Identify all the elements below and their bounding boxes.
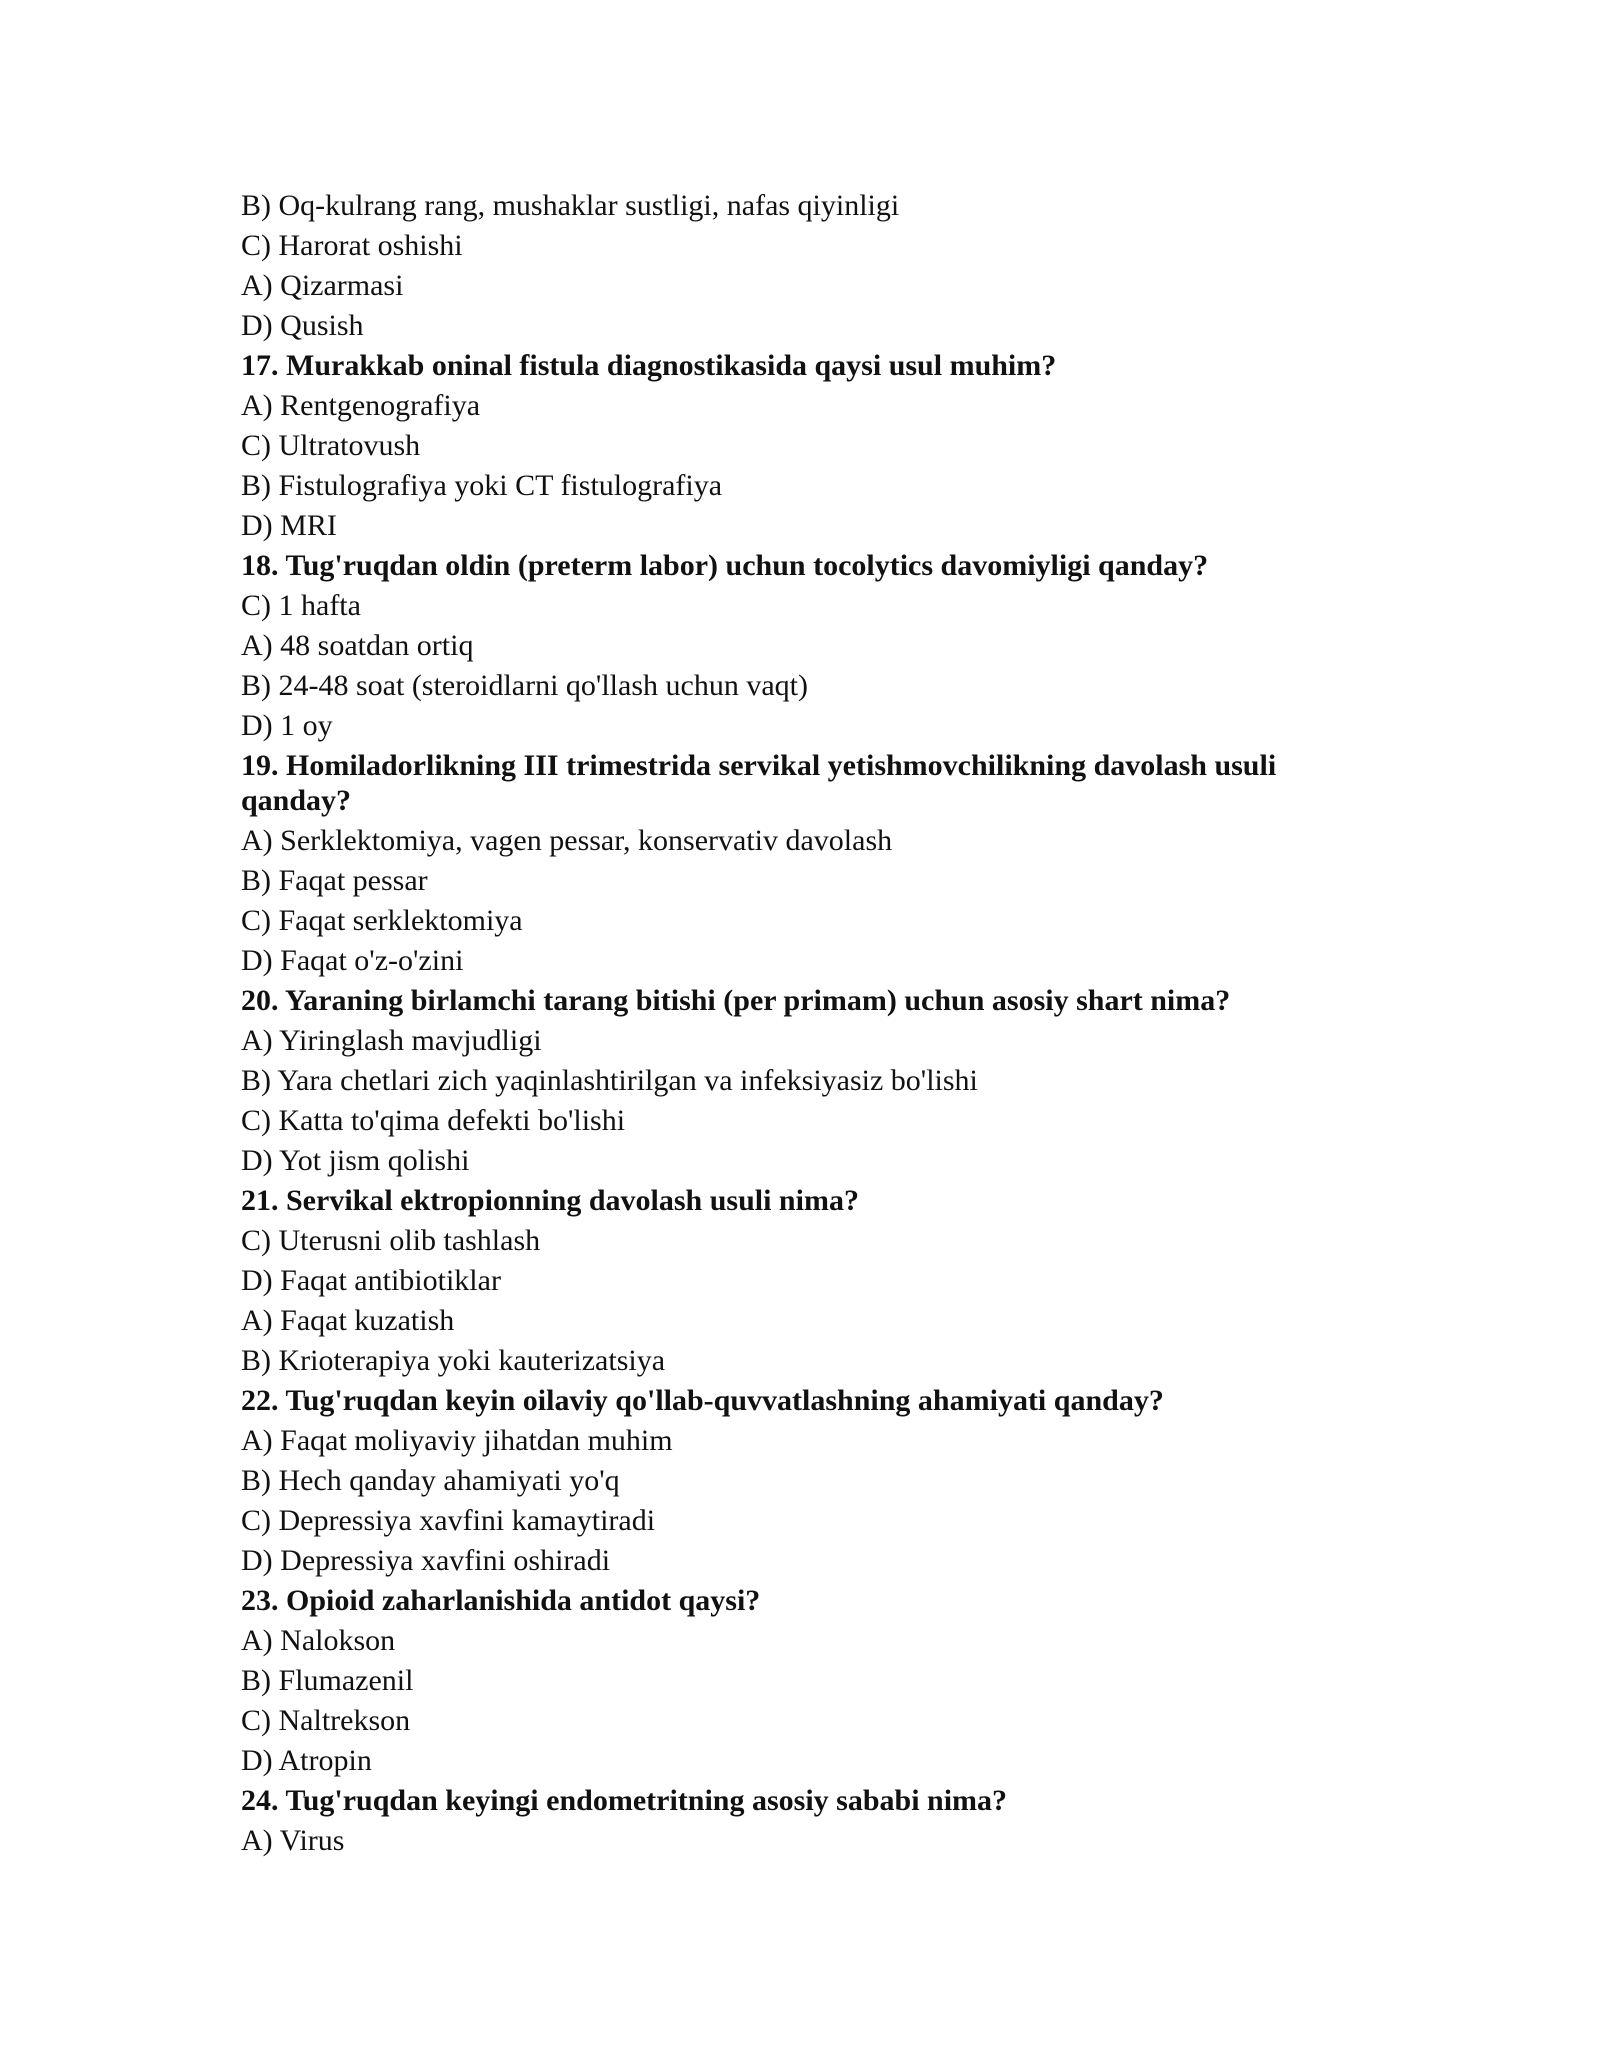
answer-option: D) Faqat antibiotiklar — [241, 1264, 501, 1297]
answer-option: D) Depressiya xavfini oshiradi — [241, 1544, 611, 1577]
question-text: 20. Yaraning birlamchi tarang bitishi (per primam) uchun asosiy shart nima? — [241, 984, 1231, 1017]
question-text: 22. Tug'ruqdan keyin oilaviy qo'llab-quvvatlashning ahamiyati qanday? — [241, 1384, 1164, 1417]
answer-option: C) Uterusni olib tashlash — [241, 1224, 541, 1257]
answer-option: B) Fistulografiya yoki CT fistulografiya — [241, 469, 723, 502]
answer-option: A) Virus — [241, 1824, 345, 1857]
question-text: 24. Tug'ruqdan keyingi endometritning asosiy sababi nima? — [241, 1784, 1008, 1817]
answer-option: B) Flumazenil — [241, 1664, 414, 1697]
question-text: 21. Servikal ektropionning davolash usuli nima? — [241, 1184, 859, 1217]
answer-option: A) 48 soatdan ortiq — [241, 629, 474, 662]
answer-option: B) Hech qanday ahamiyati yo'q — [241, 1464, 620, 1497]
answer-option: A) Yiringlash mavjudligi — [241, 1024, 542, 1057]
question-text: 18. Tug'ruqdan oldin (preterm labor) uchun tocolytics davomiyligi qanday? — [241, 549, 1209, 582]
answer-option: C) Depressiya xavfini kamaytiradi — [241, 1504, 656, 1537]
answer-option: A) Serklektomiya, vagen pessar, konservativ davolash — [241, 824, 893, 857]
answer-option: C) 1 hafta — [241, 589, 361, 622]
answer-option: D) Qusish — [241, 309, 364, 342]
question-text: 19. Homiladorlikning III trimestrida servikal yetishmovchilikning davolash usuli qanday? — [241, 749, 1277, 817]
answer-option: B) 24-48 soat (steroidlarni qo'llash uchun vaqt) — [241, 669, 808, 702]
answer-option: D) Yot jism qolishi — [241, 1144, 470, 1177]
answer-option: B) Yara chetlari zich yaqinlashtirilgan va infeksiyasiz bo'lishi — [241, 1064, 978, 1097]
answer-option: D) MRI — [241, 509, 337, 542]
answer-option: C) Faqat serklektomiya — [241, 904, 523, 937]
question-text: 17. Murakkab oninal fistula diagnostikasida qaysi usul muhim? — [241, 349, 1057, 382]
answer-option: B) Oq-kulrang rang, mushaklar sustligi, nafas qiyinligi — [241, 189, 900, 222]
answer-option: A) Faqat moliyaviy jihatdan muhim — [241, 1424, 673, 1457]
question-text: 23. Opioid zaharlanishida antidot qaysi? — [241, 1584, 761, 1617]
answer-option: D) 1 oy — [241, 709, 333, 742]
document-page — [241, 186, 1371, 1861]
answer-option: C) Katta to'qima defekti bo'lishi — [241, 1104, 626, 1137]
answer-option: B) Krioterapiya yoki kauterizatsiya — [241, 1344, 666, 1377]
answer-option: A) Nalokson — [241, 1624, 396, 1657]
answer-option: C) Ultratovush — [241, 429, 421, 462]
answer-option: A) Qizarmasi — [241, 269, 404, 302]
answer-option: D) Faqat o'z-o'zini — [241, 944, 464, 977]
answer-option: B) Faqat pessar — [241, 864, 428, 897]
answer-option: D) Atropin — [241, 1744, 372, 1777]
answer-option: C) Harorat oshishi — [241, 229, 463, 262]
answer-option: A) Faqat kuzatish — [241, 1304, 455, 1337]
answer-option: A) Rentgenografiya — [241, 389, 481, 422]
answer-option: C) Naltrekson — [241, 1704, 411, 1737]
